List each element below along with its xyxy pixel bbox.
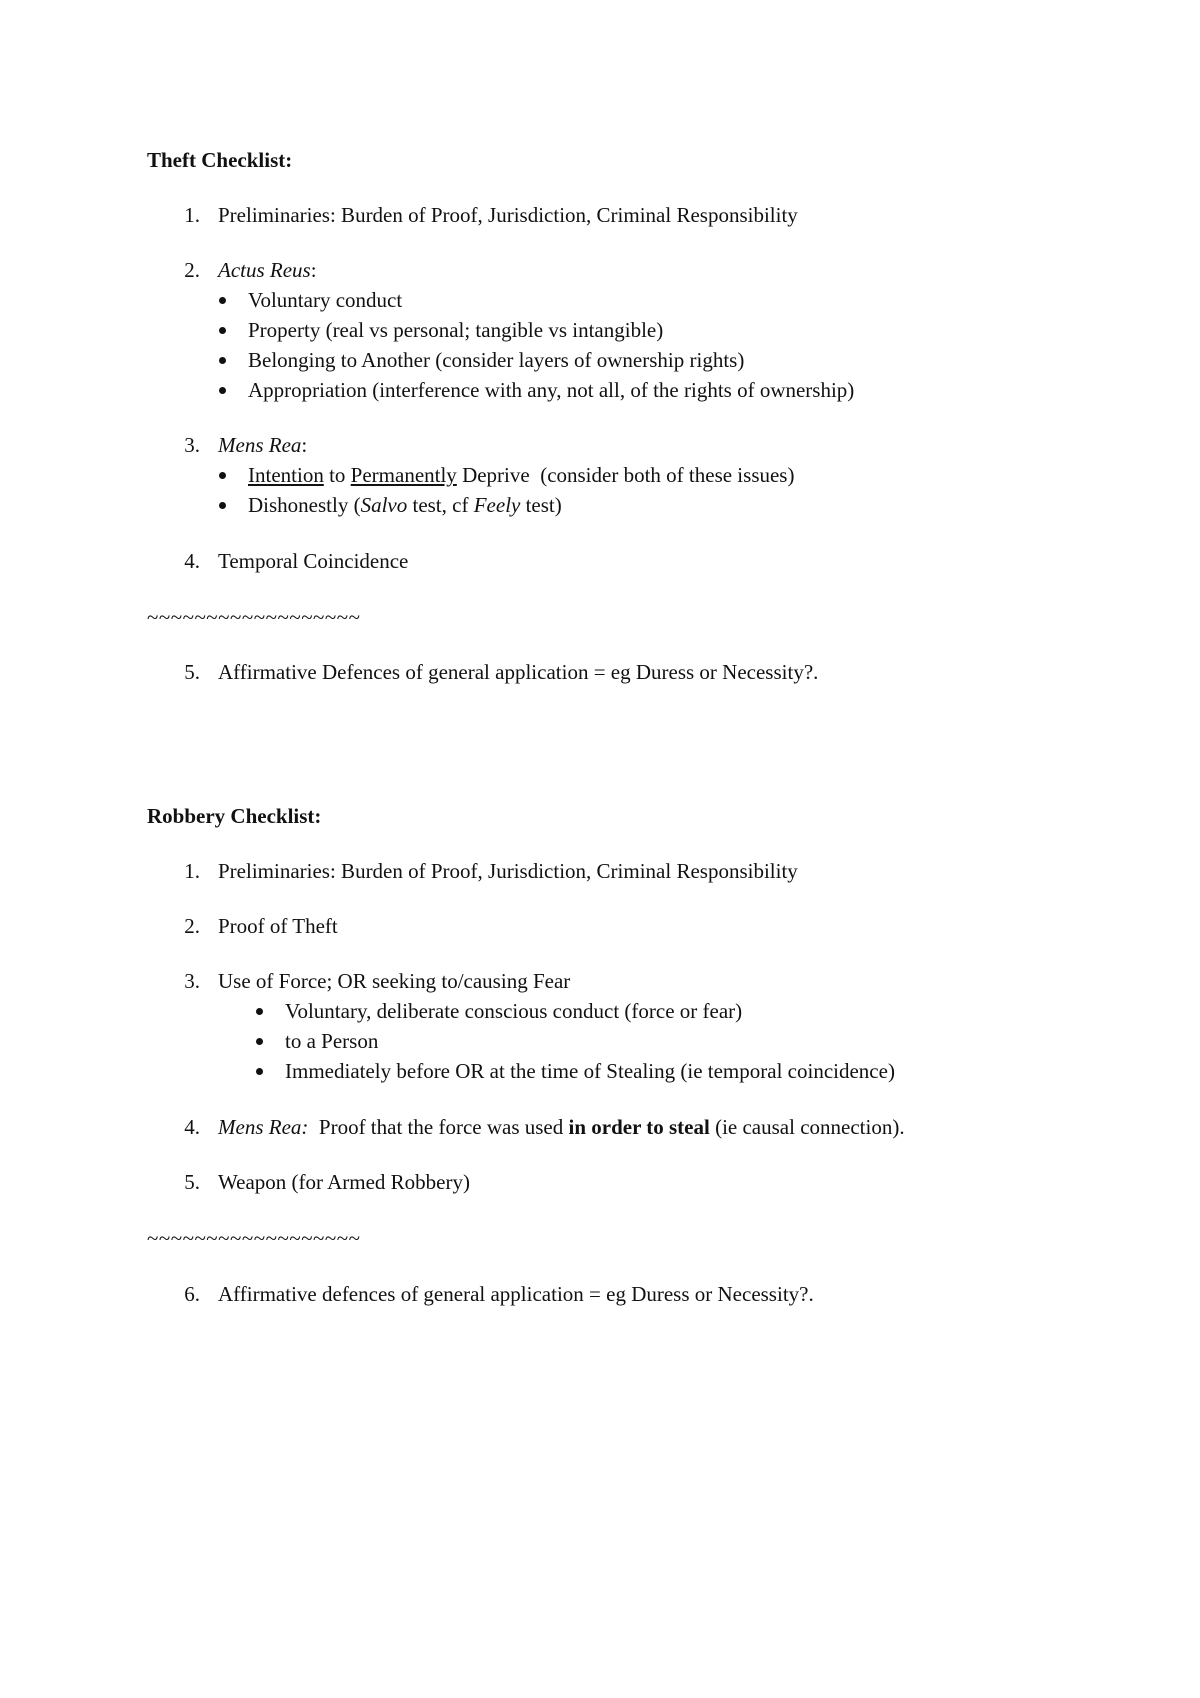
item-text: Affirmative Defences of general application = eg Duress or Necessity?. bbox=[218, 660, 819, 684]
theft-mensrea-bullet-2 bbox=[219, 493, 562, 518]
bold-text: in order to steal bbox=[568, 1115, 710, 1139]
bullet-icon bbox=[219, 502, 226, 509]
bullet-icon bbox=[256, 1008, 263, 1015]
theft-divider: ~~~~~~~~~~~~~~~~~~ bbox=[147, 605, 361, 629]
robbery-item-3 bbox=[166, 969, 570, 994]
theft-item-4 bbox=[166, 549, 408, 574]
item-number: 2. bbox=[184, 914, 200, 938]
bullet-text: Voluntary conduct bbox=[248, 288, 403, 312]
robbery-force-bullet-3 bbox=[256, 1059, 895, 1084]
item-colon: : bbox=[301, 433, 308, 457]
item-text: Preliminaries: Burden of Proof, Jurisdiction, Criminal Responsibility bbox=[218, 859, 798, 883]
intention-text: Intention bbox=[248, 463, 324, 487]
item-number: 5. bbox=[184, 660, 200, 684]
bullet-icon bbox=[219, 472, 226, 479]
connector-text: to bbox=[323, 463, 351, 487]
item-number: 3. bbox=[184, 969, 200, 993]
bullet-text: Appropriation (interference with any, not all, of the rights of ownership) bbox=[248, 378, 855, 402]
item-text: Preliminaries: Burden of Proof, Jurisdiction, Criminal Responsibility bbox=[218, 203, 798, 227]
robbery-divider: ~~~~~~~~~~~~~~~~~~ bbox=[147, 1226, 361, 1250]
theft-actus-bullet-4 bbox=[219, 378, 854, 403]
feely-text: Feely bbox=[473, 493, 521, 517]
theft-mensrea-bullet-1 bbox=[219, 463, 794, 488]
pre-text: Dishonestly ( bbox=[248, 493, 361, 517]
item-number: 5. bbox=[184, 1170, 200, 1194]
bullet-text: to a Person bbox=[285, 1029, 379, 1053]
item-text: Weapon (for Armed Robbery) bbox=[218, 1170, 470, 1194]
theft-actus-bullet-1 bbox=[219, 288, 402, 313]
bullet-icon bbox=[256, 1038, 263, 1045]
bullet-text: Voluntary, deliberate conscious conduct (force or fear) bbox=[285, 999, 743, 1023]
item-text: Temporal Coincidence bbox=[218, 549, 409, 573]
theft-heading: Theft Checklist: bbox=[147, 148, 293, 172]
item-colon: : bbox=[310, 258, 317, 282]
item-number: 4. bbox=[184, 1115, 200, 1139]
post-text: test) bbox=[520, 493, 562, 517]
post-text: (ie causal connection). bbox=[709, 1115, 905, 1139]
pre-text: Proof that the force was used bbox=[308, 1115, 569, 1139]
salvo-text: Salvo bbox=[360, 493, 408, 517]
item-number: 3. bbox=[184, 433, 200, 457]
robbery-item-2 bbox=[166, 914, 338, 939]
theft-actus-bullet-3 bbox=[219, 348, 744, 373]
theft-item-2 bbox=[166, 258, 317, 283]
bullet-icon bbox=[219, 297, 226, 304]
item-title: Mens Rea: bbox=[218, 1115, 309, 1139]
item-number: 6. bbox=[184, 1282, 200, 1306]
theft-item-3 bbox=[166, 433, 307, 458]
item-number: 1. bbox=[184, 203, 200, 227]
item-number: 4. bbox=[184, 549, 200, 573]
item-title: Mens Rea bbox=[218, 433, 302, 457]
bullet-text: Immediately before OR at the time of Stealing (ie temporal coincidence) bbox=[285, 1059, 895, 1083]
bullet-text: Belonging to Another (consider layers of ownership rights) bbox=[248, 348, 745, 372]
bullet-icon bbox=[256, 1068, 263, 1075]
robbery-force-bullet-2 bbox=[256, 1029, 378, 1054]
robbery-item-5 bbox=[166, 1170, 470, 1195]
item-number: 1. bbox=[184, 859, 200, 883]
mid-text: test, cf bbox=[407, 493, 474, 517]
theft-item-1 bbox=[166, 203, 798, 228]
permanently-text: Permanently bbox=[350, 463, 457, 487]
bullet-icon bbox=[219, 357, 226, 364]
theft-item-5 bbox=[166, 660, 818, 685]
rest-text: Deprive (consider both of these issues) bbox=[456, 463, 795, 487]
item-text: Proof of Theft bbox=[218, 914, 338, 938]
robbery-item-6 bbox=[166, 1282, 814, 1307]
item-title: Actus Reus bbox=[218, 258, 311, 282]
robbery-heading: Robbery Checklist: bbox=[147, 804, 322, 828]
robbery-item-1 bbox=[166, 859, 798, 884]
item-text: Use of Force; OR seeking to/causing Fear bbox=[218, 969, 571, 993]
robbery-item-4 bbox=[166, 1115, 905, 1140]
item-number: 2. bbox=[184, 258, 200, 282]
bullet-text: Property (real vs personal; tangible vs intangible) bbox=[248, 318, 664, 342]
bullet-icon bbox=[219, 387, 226, 394]
robbery-force-bullet-1 bbox=[256, 999, 742, 1024]
theft-actus-bullet-2 bbox=[219, 318, 663, 343]
bullet-icon bbox=[219, 327, 226, 334]
item-text: Affirmative defences of general application = eg Duress or Necessity?. bbox=[218, 1282, 814, 1306]
